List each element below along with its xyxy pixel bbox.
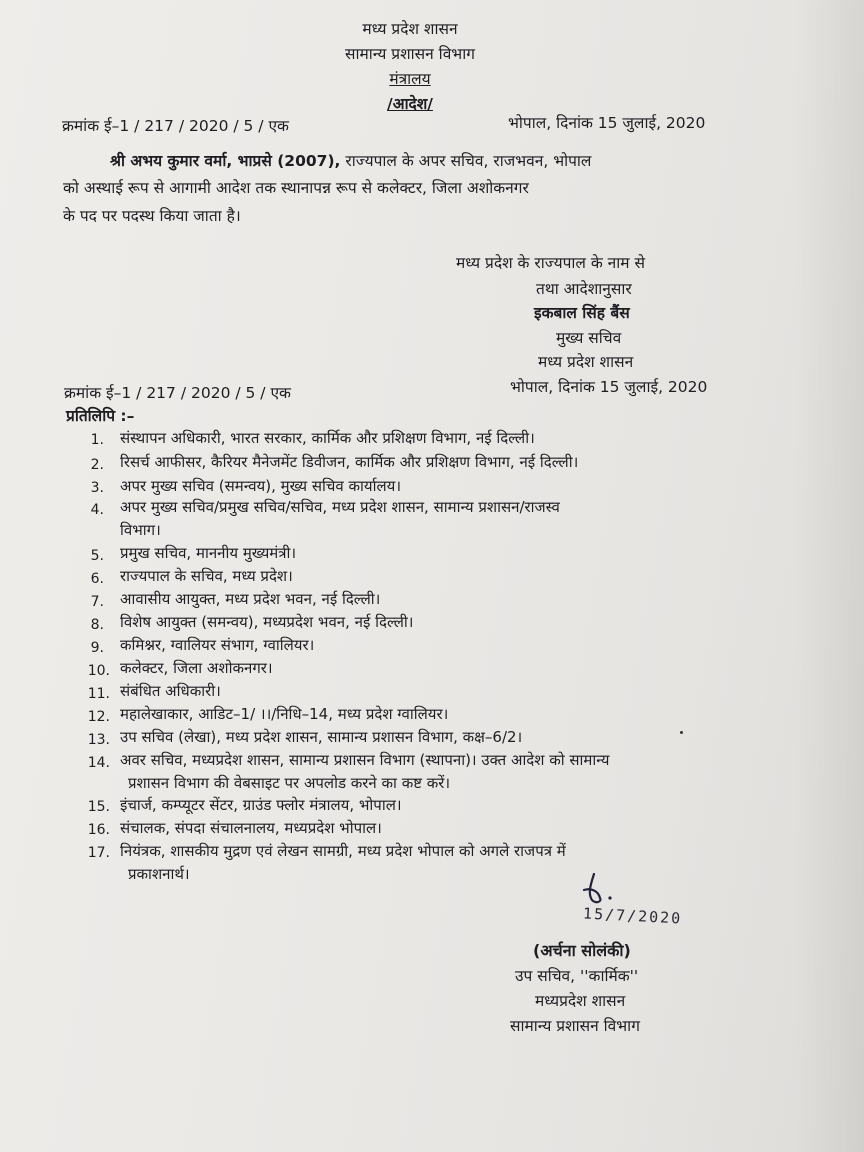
item-number: 7. (90, 594, 104, 610)
header-department: सामान्य प्रशासन विभाग (345, 45, 475, 63)
header-govt: मध्य प्रदेश शासन (362, 20, 458, 38)
authority-name: इकबाल सिंह बैंस (534, 304, 630, 322)
ink-dot (680, 731, 683, 734)
item-text: इंचार्ज, कम्प्यूटर सेंटर, ग्राउंड फ्लोर मंत्रालय, भोपाल। (120, 796, 402, 814)
copy-heading: प्रतिलिपि :– (66, 407, 135, 425)
signatory-govt: मध्यप्रदेश शासन (535, 992, 626, 1010)
item-text: विशेष आयुक्त (समन्वय), मध्यप्रदेश भवन, नई दिल्ली। (120, 613, 414, 631)
copy-ref-number: क्रमांक ई–1 / 217 / 2020 / 5 / एक (64, 384, 291, 402)
item-text: संस्थापन अधिकारी, भारत सरकार, कार्मिक और प्रशिक्षण विभाग, नई दिल्ली। (120, 429, 535, 447)
page-shadow (794, 0, 864, 1152)
item-number: 9. (90, 640, 104, 656)
item-number: 10. (87, 663, 110, 679)
order-place-date: भोपाल, दिनांक 15 जुलाई, 2020 (508, 114, 706, 132)
item-text: महालेखाकार, आडिट–1/ ।।/निधि–14, मध्य प्रदेश ग्वालियर। (120, 705, 449, 723)
item-number: 4. (90, 502, 104, 518)
item-number: 8. (90, 617, 104, 633)
item-text: प्रमुख सचिव, माननीय मुख्यमंत्री। (120, 544, 297, 562)
authority-line2: तथा आदेशानुसार (536, 280, 632, 298)
order-title: /आदेश/ (387, 95, 433, 113)
item-number: 13. (87, 732, 110, 748)
header-office: मंत्रालय (389, 70, 431, 88)
item-number: 5. (90, 548, 104, 564)
signature-mark (580, 868, 630, 908)
order-body-line3: के पद पर पदस्थ किया जाता है। (63, 207, 241, 225)
item-number: 17. (87, 845, 110, 861)
item-number: 11. (87, 686, 110, 702)
order-ref-number: क्रमांक ई–1 / 217 / 2020 / 5 / एक (62, 117, 289, 135)
item-text: कमिश्नर, ग्वालियर संभाग, ग्वालियर। (120, 636, 315, 654)
item-text: राज्यपाल के सचिव, मध्य प्रदेश। (120, 567, 293, 585)
authority-line1: मध्य प्रदेश के राज्यपाल के नाम से (456, 254, 645, 272)
signatory-name: (अर्चना सोलंकी) (533, 941, 631, 960)
handwritten-date: 15/7/2020 (582, 904, 683, 928)
item-text: अपर मुख्य सचिव (समन्वय), मुख्य सचिव कार्यालय। (120, 477, 402, 495)
signatory-department: सामान्य प्रशासन विभाग (510, 1017, 640, 1035)
item-number: 2. (90, 457, 104, 473)
item-number: 15. (87, 799, 110, 815)
signatory-designation: उप सचिव, ''कार्मिक'' (515, 967, 639, 985)
item-text: अवर सचिव, मध्यप्रदेश शासन, सामान्य प्रशासन विभाग (स्थापना)। उक्त आदेश को सामान्य (120, 751, 610, 769)
item-text: कलेक्टर, जिला अशोकनगर। (120, 659, 273, 677)
item-number: 6. (90, 571, 104, 587)
authority-govt: मध्य प्रदेश शासन (538, 353, 634, 371)
item-text: संचालक, संपदा संचालनालय, मध्यप्रदेश भोपाल। (120, 819, 382, 837)
item-number: 12. (87, 709, 110, 725)
order-body-line2: को अस्थाई रूप से आगामी आदेश तक स्थानापन्न रूप से कलेक्टर, जिला अशोकनगर (63, 179, 529, 197)
item-text: अपर मुख्य सचिव/प्रमुख सचिव/सचिव, मध्य प्रदेश शासन, सामान्य प्रशासन/राजस्व (120, 498, 560, 516)
item-text: संबंधित अधिकारी। (120, 682, 221, 700)
officer-name: श्री अभय कुमार वर्मा, भाप्रसे (2007), (110, 152, 341, 170)
copy-place-date: भोपाल, दिनांक 15 जुलाई, 2020 (510, 378, 708, 396)
item-number: 1. (90, 432, 104, 448)
item-number: 14. (87, 755, 110, 771)
item-text: नियंत्रक, शासकीय मुद्रण एवं लेखन सामग्री, मध्य प्रदेश भोपाल को अगले राजपत्र में (120, 842, 566, 860)
item-number: 16. (87, 822, 110, 838)
item-text-continued: विभाग। (120, 521, 161, 539)
item-text-continued: प्रकाशनार्थ। (128, 865, 190, 883)
item-text: रिसर्च आफीसर, कैरियर मैनेजमेंट डिवीजन, कार्मिक और प्रशिक्षण विभाग, नई दिल्ली। (120, 453, 579, 471)
item-text-continued: प्रशासन विभाग की वेबसाइट पर अपलोड करने का कष्ट करें। (128, 774, 451, 792)
item-number: 3. (90, 480, 104, 496)
order-body-line1-rest: राज्यपाल के अपर सचिव, राजभवन, भोपाल (345, 152, 592, 170)
authority-designation: मुख्य सचिव (556, 329, 622, 347)
order-body-line1 (110, 151, 750, 171)
item-text: उप सचिव (लेखा), मध्य प्रदेश शासन, सामान्य प्रशासन विभाग, कक्ष–6/2। (120, 728, 523, 746)
item-text: आवासीय आयुक्त, मध्य प्रदेश भवन, नई दिल्ली। (120, 590, 381, 608)
